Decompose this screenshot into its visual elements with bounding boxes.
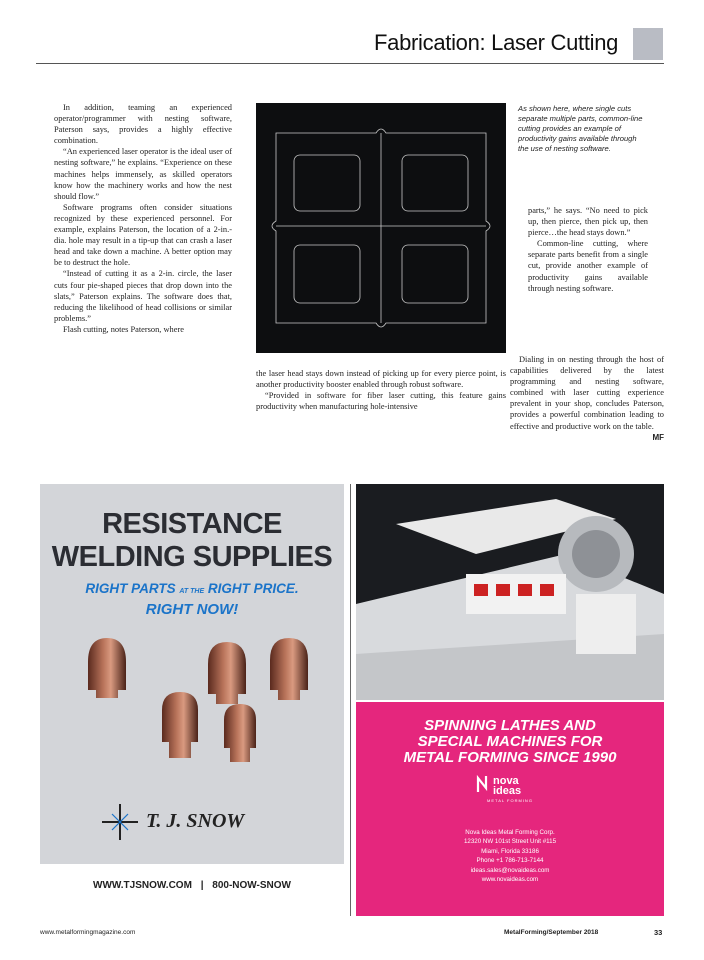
paragraph: “An experienced laser operator is the ideal user of nesting software,” he explains. “Experience on these machines helps immensely, as skilled operators know how the machinery works and how the nest should flow.” (54, 147, 232, 201)
paragraph: “Provided in software for fiber laser cutting, this feature gains productivity when manufacturing hole-intensive (256, 391, 506, 412)
contact-city: Miami, Florida 33186 (481, 847, 539, 855)
tj-snow-ad[interactable] (40, 484, 344, 920)
ad-headline-line-1: RESISTANCE (102, 508, 282, 540)
figure-caption: As shown here, where single cuts separate multiple parts, common-line cutting provides an example of productivity gains available through the use of nesting software. (518, 104, 643, 153)
ad-divider (350, 484, 351, 916)
ad-headline (40, 508, 344, 574)
logo-line-1: nova (493, 775, 519, 787)
article-column-3-bottom (510, 354, 664, 443)
contact-address: 12320 NW 101st Street Unit #115 (463, 838, 557, 846)
inner-cutout (402, 155, 468, 211)
inner-cutout (294, 155, 360, 211)
paragraph: parts,” he says. “No need to pick up, then pierce, then pick up, then pierce…the head stays down.” (528, 206, 648, 238)
footer-issue: MetalForming/September 2018 (504, 929, 599, 936)
article-column-2 (256, 368, 506, 412)
ad-contact-separator: | (200, 880, 204, 891)
paragraph: Software programs often consider situations recognized by these experienced personnel. For example, explains Paterson, the location of a 2-in.-dia. hole may result in a tip-up that can crash a laser head and take down a machine. A better option may be to destruct the hole. (54, 202, 232, 268)
ad-phone[interactable]: 800-NOW-SNOW (212, 880, 291, 891)
header-rule (36, 63, 664, 64)
contact-email[interactable]: ideas.sales@novaideas.com (470, 866, 550, 874)
tagline-at-the: AT THE (179, 588, 205, 595)
end-mark: MF (652, 432, 664, 442)
paragraph: Common-line cutting, where separate parts benefit from a single cut, provide another example of productivity gains available through nesting software. (528, 239, 648, 293)
nesting-figure (256, 103, 506, 353)
ad-contact (40, 880, 344, 891)
tagline-right-parts: RIGHT PARTS (85, 581, 176, 596)
electrode-cap (88, 638, 126, 698)
electrode-cap (162, 692, 198, 758)
section-title: Fabrication: Laser Cutting (374, 30, 619, 55)
nova-ideas-logo (493, 776, 521, 796)
logo-line-2: ideas (493, 785, 522, 797)
electrode-cap (224, 704, 256, 762)
nova-ideas-ad[interactable] (356, 484, 664, 916)
tj-snow-brand: T. J. SNOW (146, 810, 245, 832)
tj-snow-logo-icon (100, 802, 140, 842)
logo-subtitle: METAL FORMING (487, 798, 533, 803)
lathe-machine-image (356, 484, 664, 700)
page-number: 33 (654, 928, 663, 937)
ad-headline-line: SPECIAL MACHINES FOR (417, 733, 603, 750)
tagline-right-now: RIGHT NOW! (145, 601, 239, 618)
common-line-cutting-diagram (256, 103, 506, 353)
paragraph: the laser head stays down instead of picking up for every pierce point, is another productivity booster enabled through robust software. (256, 369, 506, 390)
paragraph: “Instead of cutting it as a 2-in. circle, the laser cuts four pie-shaped pieces that drop down into the slats,” Paterson explains. The software does that, reducing the likelihood of head collisions or similar problems.” (54, 269, 232, 323)
ad-headline-line: METAL FORMING SINCE 1990 (403, 749, 617, 766)
footer-website[interactable]: www.metalformingmagazine.com (40, 929, 136, 936)
nova-ideas-logo-icon (476, 774, 492, 794)
closing-paragraph: Dialing in on nesting through the host of capabilities delivered by the latest programming and nesting software, combined with laser cutting experience prevalent in your shop, concludes Paterson, provides a powerful combination leading to effective and productive work on the table. (510, 355, 664, 431)
electrode-caps-image (80, 634, 310, 784)
ad-contact-block (356, 828, 664, 884)
contact-phone[interactable]: Phone +1 786-713-7144 (476, 857, 544, 865)
nova-ideas-panel (356, 702, 664, 916)
article-column-3-top (528, 205, 648, 294)
paragraph: Flash cutting, notes Paterson, where (63, 324, 184, 334)
ad-tagline (40, 581, 344, 596)
ad-headline-line-2: WELDING SUPPLIES (51, 541, 333, 573)
contact-company: Nova Ideas Metal Forming Corp. (465, 829, 555, 836)
ad-website-link[interactable]: WWW.TJSNOW.COM (93, 880, 192, 891)
electrode-cap (208, 642, 246, 704)
tagline-right-price: RIGHT PRICE. (207, 581, 299, 596)
inner-cutout (294, 245, 360, 303)
contact-website[interactable]: www.novaideas.com (481, 876, 539, 884)
paragraph: In addition, teaming an experienced operator/programmer with nesting software, Paterson says, provides a highly effective combination. (54, 103, 232, 146)
ad-headline-line: SPINNING LATHES AND (424, 717, 596, 734)
ad-headline (356, 718, 664, 766)
article-column-1 (54, 102, 232, 335)
spinning-lathe-photo (356, 484, 664, 700)
electrode-cap (270, 634, 310, 700)
paragraph (510, 354, 664, 442)
section-accent-box (633, 28, 663, 60)
inner-cutout (402, 245, 468, 303)
